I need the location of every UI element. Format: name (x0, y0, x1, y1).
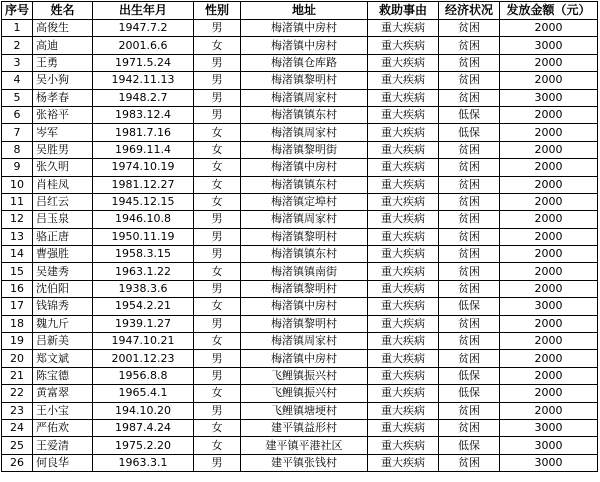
cell-index: 14 (2, 246, 33, 263)
cell-index: 4 (2, 72, 33, 89)
cell-reason: 重大疾病 (368, 419, 439, 436)
cell-birth: 1950.11.19 (93, 228, 194, 245)
cell-index: 25 (2, 437, 33, 454)
table-row (2, 228, 598, 245)
cell-birth: 1963.3.1 (93, 454, 194, 471)
cell-gender: 男 (194, 211, 241, 228)
table-row (2, 350, 598, 367)
cell-birth: 1945.12.15 (93, 193, 194, 210)
cell-address: 梅渚镇黎明村 (241, 315, 368, 332)
cell-index: 24 (2, 419, 33, 436)
cell-birth: 1958.3.15 (93, 246, 194, 263)
cell-name: 张久明 (33, 159, 93, 176)
cell-reason: 重大疾病 (368, 263, 439, 280)
cell-birth: 1975.2.20 (93, 437, 194, 454)
table-row (2, 72, 598, 89)
cell-birth: 1981.12.27 (93, 176, 194, 193)
cell-gender: 女 (194, 419, 241, 436)
relief-table (1, 1, 598, 472)
table-row (2, 141, 598, 158)
cell-gender: 女 (194, 37, 241, 54)
cell-address: 梅渚镇周家村 (241, 211, 368, 228)
cell-address: 梅渚镇周家村 (241, 124, 368, 141)
table-row (2, 402, 598, 419)
cell-index: 7 (2, 124, 33, 141)
table-body (2, 20, 598, 472)
cell-name: 陈宝德 (33, 367, 93, 384)
cell-index: 21 (2, 367, 33, 384)
cell-economic: 贫困 (439, 419, 500, 436)
cell-name: 黄富翠 (33, 385, 93, 402)
cell-birth: 194.10.20 (93, 402, 194, 419)
cell-index: 1 (2, 20, 33, 37)
cell-address: 梅渚镇中房村 (241, 37, 368, 54)
cell-reason: 重大疾病 (368, 437, 439, 454)
cell-economic: 贫困 (439, 263, 500, 280)
cell-economic: 贫困 (439, 54, 500, 71)
cell-birth: 1971.5.24 (93, 54, 194, 71)
cell-address: 梅渚镇黎明街 (241, 141, 368, 158)
table-row (2, 37, 598, 54)
cell-reason: 重大疾病 (368, 402, 439, 419)
cell-name: 王勇 (33, 54, 93, 71)
cell-amount: 2000 (500, 106, 598, 123)
cell-name: 严佑欢 (33, 419, 93, 436)
cell-economic: 贫困 (439, 454, 500, 471)
cell-reason: 重大疾病 (368, 315, 439, 332)
cell-name: 吕红云 (33, 193, 93, 210)
cell-gender: 女 (194, 263, 241, 280)
cell-gender: 女 (194, 193, 241, 210)
col-header-amount: 发放金额（元） (500, 2, 598, 20)
cell-amount: 3000 (500, 454, 598, 471)
cell-economic: 贫困 (439, 193, 500, 210)
cell-economic: 贫困 (439, 37, 500, 54)
cell-birth: 1938.3.6 (93, 280, 194, 297)
cell-amount: 2000 (500, 159, 598, 176)
cell-address: 梅渚镇镇东村 (241, 246, 368, 263)
cell-birth: 1946.10.8 (93, 211, 194, 228)
cell-address: 梅渚镇黎明村 (241, 228, 368, 245)
cell-amount: 3000 (500, 37, 598, 54)
cell-address: 梅渚镇镇南街 (241, 263, 368, 280)
cell-index: 19 (2, 333, 33, 350)
cell-birth: 1956.8.8 (93, 367, 194, 384)
cell-amount: 2000 (500, 402, 598, 419)
table-row (2, 246, 598, 263)
cell-birth: 1939.1.27 (93, 315, 194, 332)
cell-address: 梅渚镇定埠村 (241, 193, 368, 210)
cell-amount: 2000 (500, 263, 598, 280)
cell-name: 吕新美 (33, 333, 93, 350)
cell-amount: 2000 (500, 367, 598, 384)
cell-name: 岑军 (33, 124, 93, 141)
cell-birth: 1948.2.7 (93, 89, 194, 106)
cell-amount: 2000 (500, 54, 598, 71)
cell-gender: 女 (194, 124, 241, 141)
cell-birth: 1974.10.19 (93, 159, 194, 176)
cell-gender: 男 (194, 280, 241, 297)
cell-amount: 2000 (500, 228, 598, 245)
cell-address: 梅渚镇黎明村 (241, 280, 368, 297)
cell-economic: 贫困 (439, 246, 500, 263)
cell-amount: 2000 (500, 280, 598, 297)
cell-reason: 重大疾病 (368, 385, 439, 402)
cell-amount: 3000 (500, 437, 598, 454)
cell-address: 梅渚镇镇东村 (241, 176, 368, 193)
cell-gender: 男 (194, 20, 241, 37)
cell-gender: 男 (194, 350, 241, 367)
table-row (2, 193, 598, 210)
cell-amount: 2000 (500, 193, 598, 210)
cell-economic: 贫困 (439, 315, 500, 332)
table-row (2, 106, 598, 123)
cell-reason: 重大疾病 (368, 367, 439, 384)
cell-index: 18 (2, 315, 33, 332)
cell-reason: 重大疾病 (368, 159, 439, 176)
cell-name: 钱锦秀 (33, 298, 93, 315)
cell-gender: 男 (194, 72, 241, 89)
cell-reason: 重大疾病 (368, 72, 439, 89)
cell-birth: 1942.11.13 (93, 72, 194, 89)
cell-reason: 重大疾病 (368, 211, 439, 228)
cell-name: 郑文斌 (33, 350, 93, 367)
col-header-address: 地址 (241, 2, 368, 20)
cell-amount: 2000 (500, 211, 598, 228)
table-row (2, 211, 598, 228)
cell-amount: 2000 (500, 141, 598, 158)
cell-amount: 2000 (500, 124, 598, 141)
cell-amount: 2000 (500, 350, 598, 367)
cell-index: 8 (2, 141, 33, 158)
cell-gender: 女 (194, 333, 241, 350)
cell-address: 飞鲤镇塘埂村 (241, 402, 368, 419)
col-header-birth: 出生年月 (93, 2, 194, 20)
cell-amount: 2000 (500, 333, 598, 350)
cell-name: 杨孝春 (33, 89, 93, 106)
cell-index: 22 (2, 385, 33, 402)
cell-reason: 重大疾病 (368, 333, 439, 350)
cell-reason: 重大疾病 (368, 124, 439, 141)
cell-index: 20 (2, 350, 33, 367)
cell-amount: 3000 (500, 419, 598, 436)
cell-name: 何良华 (33, 454, 93, 471)
cell-gender: 女 (194, 176, 241, 193)
table-row (2, 176, 598, 193)
cell-gender: 女 (194, 298, 241, 315)
cell-economic: 贫困 (439, 228, 500, 245)
cell-birth: 1983.12.4 (93, 106, 194, 123)
cell-name: 王爱清 (33, 437, 93, 454)
col-header-index: 序号 (2, 2, 33, 20)
cell-index: 15 (2, 263, 33, 280)
cell-gender: 男 (194, 106, 241, 123)
cell-birth: 1963.1.22 (93, 263, 194, 280)
cell-index: 10 (2, 176, 33, 193)
cell-name: 张裕平 (33, 106, 93, 123)
cell-economic: 低保 (439, 106, 500, 123)
cell-address: 梅渚镇中房村 (241, 159, 368, 176)
table-row (2, 263, 598, 280)
cell-reason: 重大疾病 (368, 20, 439, 37)
cell-economic: 贫困 (439, 89, 500, 106)
cell-address: 建平镇张钱村 (241, 454, 368, 471)
cell-index: 11 (2, 193, 33, 210)
table-row (2, 20, 598, 37)
table-row (2, 333, 598, 350)
cell-gender: 男 (194, 246, 241, 263)
cell-economic: 低保 (439, 124, 500, 141)
cell-economic: 贫困 (439, 72, 500, 89)
cell-gender: 男 (194, 402, 241, 419)
cell-economic: 贫困 (439, 141, 500, 158)
cell-reason: 重大疾病 (368, 106, 439, 123)
cell-gender: 女 (194, 141, 241, 158)
cell-reason: 重大疾病 (368, 176, 439, 193)
cell-index: 13 (2, 228, 33, 245)
cell-economic: 贫困 (439, 280, 500, 297)
cell-reason: 重大疾病 (368, 37, 439, 54)
cell-address: 飞鲤镇振兴村 (241, 367, 368, 384)
cell-index: 16 (2, 280, 33, 297)
cell-birth: 1987.4.24 (93, 419, 194, 436)
cell-reason: 重大疾病 (368, 141, 439, 158)
cell-name: 骆正唐 (33, 228, 93, 245)
cell-economic: 贫困 (439, 176, 500, 193)
cell-address: 飞鲤镇振兴村 (241, 385, 368, 402)
cell-index: 3 (2, 54, 33, 71)
cell-reason: 重大疾病 (368, 454, 439, 471)
cell-economic: 低保 (439, 367, 500, 384)
cell-index: 12 (2, 211, 33, 228)
cell-gender: 女 (194, 437, 241, 454)
cell-birth: 1981.7.16 (93, 124, 194, 141)
cell-amount: 2000 (500, 176, 598, 193)
table-row (2, 159, 598, 176)
cell-reason: 重大疾病 (368, 89, 439, 106)
cell-index: 17 (2, 298, 33, 315)
cell-name: 吴小狗 (33, 72, 93, 89)
cell-birth: 2001.6.6 (93, 37, 194, 54)
cell-economic: 贫困 (439, 211, 500, 228)
cell-index: 2 (2, 37, 33, 54)
cell-reason: 重大疾病 (368, 280, 439, 297)
table-row (2, 385, 598, 402)
cell-amount: 2000 (500, 72, 598, 89)
cell-birth: 1965.4.1 (93, 385, 194, 402)
table-row (2, 419, 598, 436)
table-row (2, 437, 598, 454)
cell-reason: 重大疾病 (368, 350, 439, 367)
cell-amount: 3000 (500, 89, 598, 106)
cell-address: 建平镇益形村 (241, 419, 368, 436)
cell-name: 王小宝 (33, 402, 93, 419)
cell-address: 建平镇平港社区 (241, 437, 368, 454)
cell-address: 梅渚镇仓库路 (241, 54, 368, 71)
cell-gender: 男 (194, 89, 241, 106)
cell-address: 梅渚镇中房村 (241, 350, 368, 367)
table-row (2, 124, 598, 141)
cell-address: 梅渚镇中房村 (241, 20, 368, 37)
cell-reason: 重大疾病 (368, 246, 439, 263)
cell-index: 6 (2, 106, 33, 123)
cell-birth: 1947.10.21 (93, 333, 194, 350)
cell-economic: 低保 (439, 298, 500, 315)
cell-birth: 1947.7.2 (93, 20, 194, 37)
table-row (2, 54, 598, 71)
cell-economic: 贫困 (439, 350, 500, 367)
table-row (2, 298, 598, 315)
cell-amount: 2000 (500, 246, 598, 263)
table-row (2, 89, 598, 106)
cell-gender: 男 (194, 228, 241, 245)
cell-reason: 重大疾病 (368, 228, 439, 245)
cell-birth: 1969.11.4 (93, 141, 194, 158)
cell-birth: 1954.2.21 (93, 298, 194, 315)
table-row (2, 454, 598, 471)
cell-amount: 3000 (500, 298, 598, 315)
cell-address: 梅渚镇黎明村 (241, 72, 368, 89)
table-row (2, 367, 598, 384)
cell-reason: 重大疾病 (368, 298, 439, 315)
table-row (2, 280, 598, 297)
cell-gender: 女 (194, 159, 241, 176)
cell-address: 梅渚镇周家村 (241, 89, 368, 106)
col-header-gender: 性别 (194, 2, 241, 20)
cell-address: 梅渚镇周家村 (241, 333, 368, 350)
cell-name: 沈伯阳 (33, 280, 93, 297)
cell-gender: 女 (194, 385, 241, 402)
cell-gender: 男 (194, 367, 241, 384)
cell-birth: 2001.12.23 (93, 350, 194, 367)
cell-address: 梅渚镇中房村 (241, 298, 368, 315)
header-row (2, 2, 598, 20)
cell-name: 吴胜男 (33, 141, 93, 158)
cell-name: 吴建秀 (33, 263, 93, 280)
cell-reason: 重大疾病 (368, 193, 439, 210)
cell-name: 高俊生 (33, 20, 93, 37)
cell-amount: 2000 (500, 20, 598, 37)
cell-economic: 低保 (439, 437, 500, 454)
cell-economic: 贫困 (439, 20, 500, 37)
cell-address: 梅渚镇镇东村 (241, 106, 368, 123)
col-header-economic: 经济状况 (439, 2, 500, 20)
cell-reason: 重大疾病 (368, 54, 439, 71)
table-row (2, 315, 598, 332)
cell-name: 高迪 (33, 37, 93, 54)
cell-amount: 2000 (500, 385, 598, 402)
cell-index: 23 (2, 402, 33, 419)
cell-index: 5 (2, 89, 33, 106)
cell-economic: 贫困 (439, 402, 500, 419)
cell-name: 曹强胜 (33, 246, 93, 263)
col-header-reason: 救助事由 (368, 2, 439, 20)
cell-economic: 低保 (439, 385, 500, 402)
col-header-name: 姓名 (33, 2, 93, 20)
cell-name: 魏九斤 (33, 315, 93, 332)
cell-index: 26 (2, 454, 33, 471)
cell-gender: 男 (194, 315, 241, 332)
cell-gender: 男 (194, 54, 241, 71)
cell-name: 肖桂凤 (33, 176, 93, 193)
cell-name: 吕玉泉 (33, 211, 93, 228)
cell-amount: 2000 (500, 315, 598, 332)
cell-index: 9 (2, 159, 33, 176)
cell-gender: 男 (194, 454, 241, 471)
cell-economic: 贫困 (439, 159, 500, 176)
cell-economic: 贫困 (439, 333, 500, 350)
